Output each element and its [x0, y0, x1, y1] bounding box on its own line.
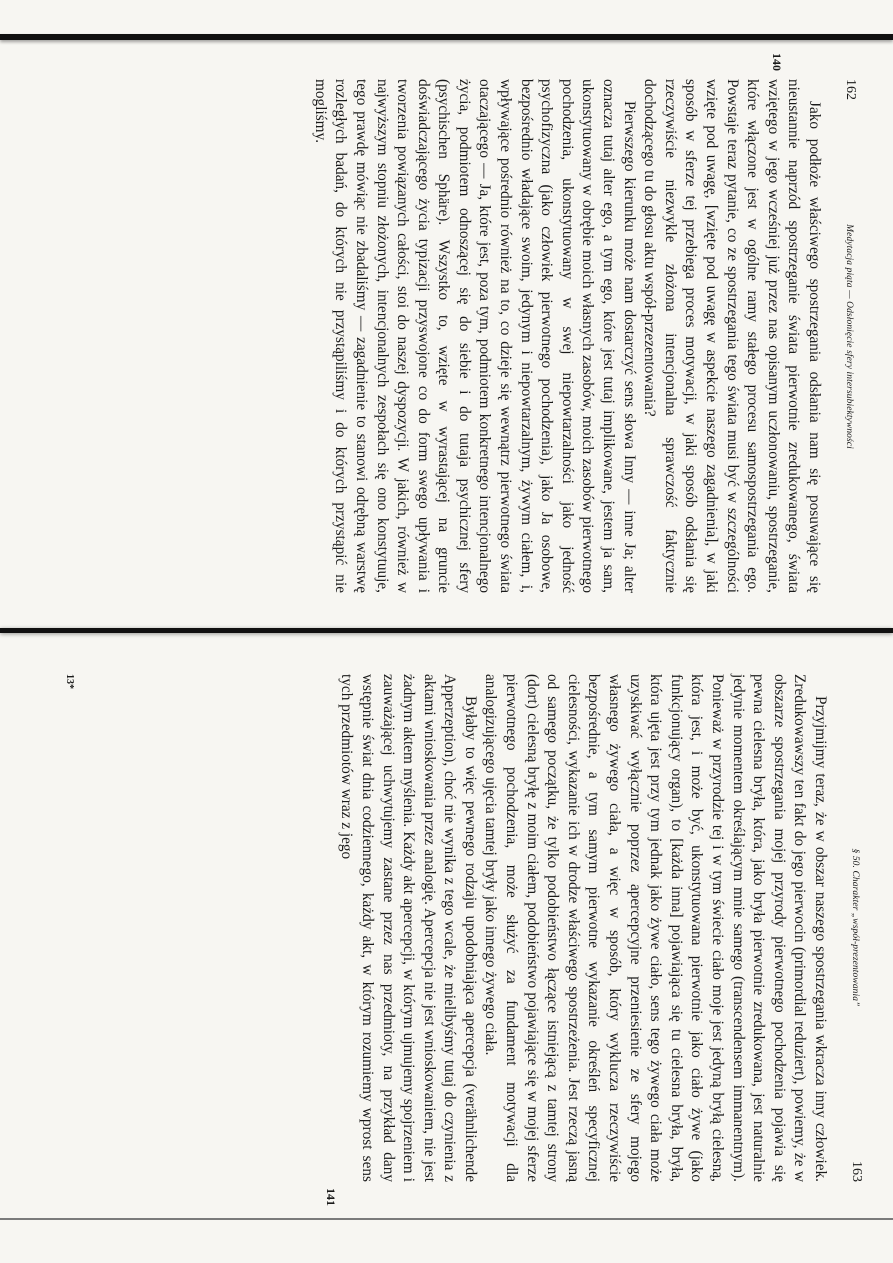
page-number: 162	[843, 79, 858, 100]
running-head: Medytacja piąta — Odsłonięcie sfery intersubiektywności	[844, 224, 854, 449]
signature-mark: 13*	[64, 674, 75, 689]
margin-number: 141	[324, 1188, 338, 1206]
left-page-body	[309, 45, 842, 623]
paragraph: Pierwszego kierunku może nam dostarczyć sens słowa Inny — inne Ja; alter oznacza tutaj alter ego, a tym ego, które jest tutaj implikowane, jestem ja sam, ukonstytuowany w obrębie moich własnych zasobów, moich zasobów pierwotnego pochodzenia, ukonstytuowany w swej niepowtarzalności jako jedność psychofizyczna (jako człowiek pierwotnego pochodzenia), jako Ja osobowe, bezpośrednio władające swoim, jedynym i niepowtarzalnym, żywym ciałem, i, wpływające pośrednio również na to, co dzieje się wewnątrz pierwotnego świata otaczającego — Ja, które jest, poza tym, podmiotem konkretnego intencjonalnego życia, podmiotem odnoszącej się do siebie i do tutaja psychicznej sfery (psychischen Sphäre). Wszystko to, wzięte w wyrastającej na gruncie doświadczającego życia typizacji przyswojone co do form swego upływania i tworzenia powiązanych całości, stoi do naszej dyspozycji. W jakich, również w najwyższym stopniu złożonych, intencjonalnych zespołach się ono konstytuuje, tego prawdę mówiąc nie zbadaliśmy — zagadnienie to stanowi odrębną warstwę rozległych badań, do których nie przystąpiliśmy i do których przystąpić nie mogliśmy.	[311, 79, 638, 593]
right-page-content	[58, 640, 870, 1212]
paragraph: Jako podłoże właściwego spostrzegania odsłania nam się posuwające się nieustannie naprzód spostrzeganie świata pierwotnie zredukowanego, świata wziętego w jego wcześniej już przez nas opisanym uczłonowaniu, spostrzeganie, które włączone jest w ogólne ramy stałego procesu samospostrzegania ego. Powstaje teraz pytanie, co ze spostrzegania tego świata musi być w szczególności wzięte pod uwagę, [wzięte pod uwagę w aspekcie naszego zagadnienia], w jaki sposób w sferze tej przebiega proces motywacji, w jaki sposób odsłania się rzeczywiście niezwykle złożona intencjonalna sprawczość faktycznie dochodzącego tu do głosu aktu współ-przezentowania?	[641, 79, 823, 593]
scan-edge-shadow	[0, 34, 893, 40]
right-page-header	[848, 640, 870, 1212]
paragraph: Przyjmijmy teraz, że w obszar naszego spostrzegania wkracza inny człowiek. Zredukowawszy ten fakt do jego pierwocin (primordial reduziert), powiemy, że w obszarze spostrzegania mojej przyrody pierwotnego pochodzenia pojawia się pewna cielesna bryła, która, jako bryła pierwotnie zredukowana, jest naturalnie jedynie momentem określającym mnie samego (transcendensem immanentnym). Ponieważ w przyrodzie tej i w tym świecie ciało moje jest jedyną bryłą cielesną, która jest, i może być, ukonstytuowana pierwotnie jako ciało żywe (jako funkcjonujący organ), to [każda inna] pojawiająca się tu cielesna bryła, bryła, która ujęta jest przy tym jednak jako żywe ciało, sens tego żywego ciała może uzyskiwać wyłącznie poprzez apercepcyjne przeniesienie ze sfery mojego własnego żywego ciała, a więc w sposób, który wyklucza rzeczywiście bezpośrednie, a tym samym pierwotne wykazanie określeń specyficznej cielesności, wykazanie ich w drodze właściwego spostrzeżenia. Jest rzeczą jasną od samego początku, że tylko podobieństwo łączące istniejącą z tamtej strony (dort) cielesną bryłę z moim ciałem, podobieństwo pojawiające się w mojej sferze pierwotnego pochodzenia, może służyć za fundament motywacji dla analogizującego ujęcia tamtej bryły jako innego żywego ciała.	[482, 674, 829, 1182]
running-head: § 50. Charakter „współ-prezentowania”	[850, 848, 860, 1007]
right-page-body	[336, 640, 848, 1212]
page-number: 163	[849, 1161, 864, 1182]
scan-edge-shadow	[0, 1218, 893, 1220]
margin-number: 140	[770, 53, 784, 71]
paragraph: Byłaby to więc pewnego rodzaju upodobniająca apercepcja (verähnlichende Apperzeption), choć nie wynika z tego wcale, że mielibyśmy tutaj do czynienia z aktami wnioskowania przez analogię. Apercepcja nie jest wnioskowaniem, nie jest żadnym aktem myślenia. Każdy akt apercepcji, w którym ujmujemy spojrzeniem i zauważającej uchwytujemy zastane przez nas przedmioty, na przykład dany wstępnie świat dnia codziennego, każdy akt, w którym rozumiemy wprost sens tych przedmiotów wraz z jego	[338, 674, 479, 1182]
left-page-header	[842, 45, 864, 623]
book-gutter	[0, 628, 893, 633]
left-page-content	[84, 45, 864, 623]
right-page	[58, 640, 870, 1212]
left-page	[84, 45, 864, 623]
